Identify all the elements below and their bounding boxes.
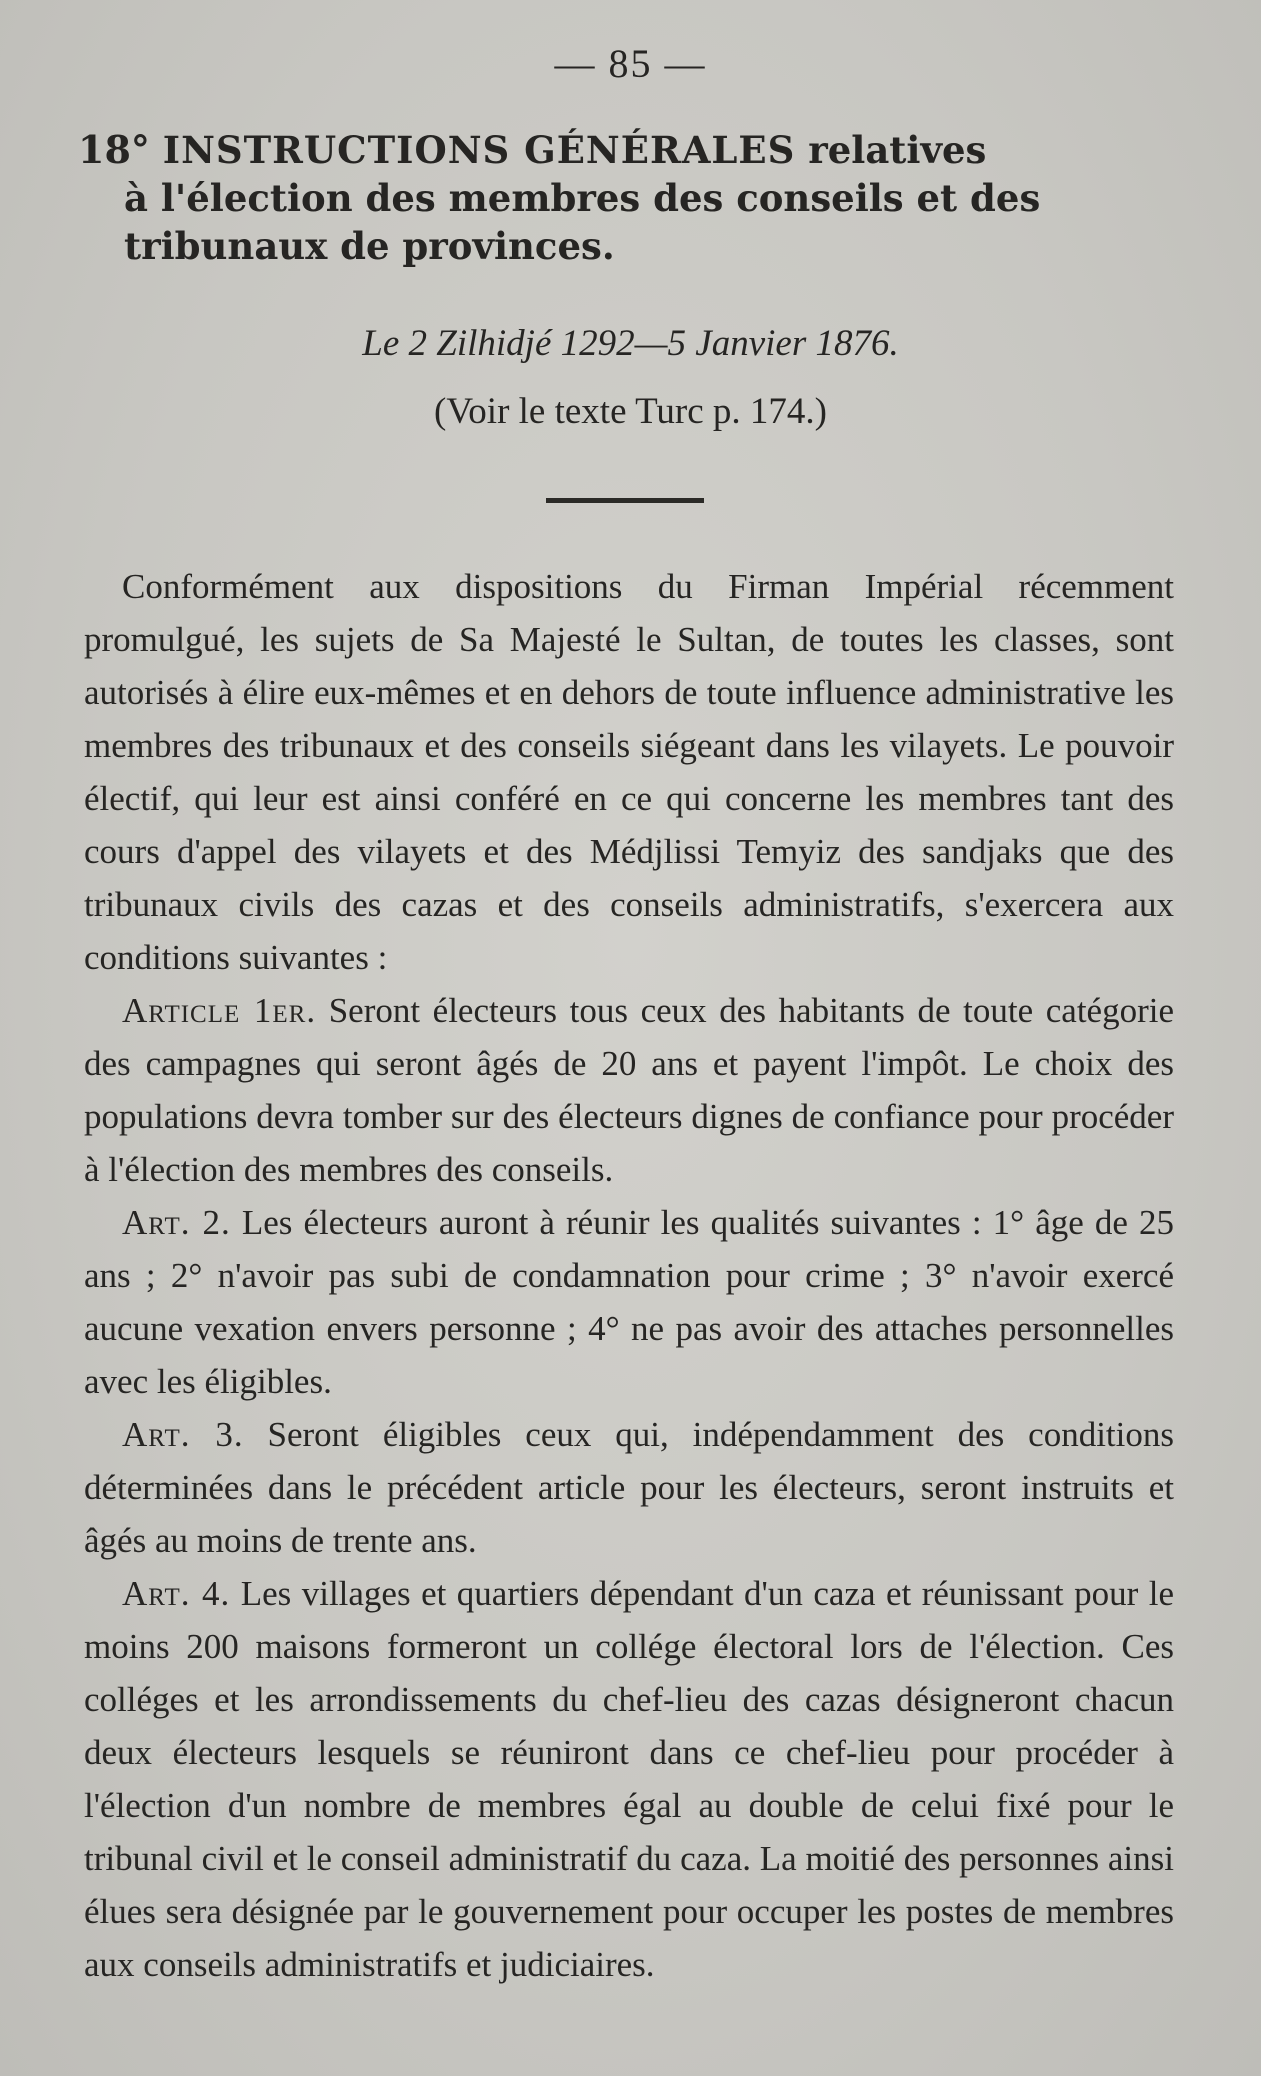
body-text xyxy=(84,560,1174,1991)
page-number: — 85 — xyxy=(554,41,707,86)
heading-line-3: tribunaux de provinces. xyxy=(124,224,615,268)
article-label: Art. 2. xyxy=(122,1203,231,1242)
article-text: Seront éligibles ceux qui, indépendamment des conditions déterminées dans le précédent article pour les électeurs, seront instruits et âgés au moins de trente ans. xyxy=(84,1415,1174,1560)
article-text: Les villages et quartiers dépendant d'un caza et réunissant pour le moins 200 maisons formeront un collége électoral lors de l'élection. Ces colléges et les arrondissements du chef-lieu des cazas désigneront chacun deux électeurs lesquels se réuniront dans ce chef-lieu pour procéder à l'élection d'un nombre de membres égal au double de celui fixé pour le tribunal civil et le conseil administratif du caza. La moitié des personnes ainsi élues sera désignée par le gouvernement pour occuper les postes de membres aux conseils administratifs et judiciaires. xyxy=(84,1574,1174,1984)
heading-title-rest: relatives xyxy=(808,128,987,172)
article-label: Art. 3. xyxy=(122,1415,244,1454)
section-heading xyxy=(78,126,1158,270)
article-paragraph xyxy=(84,1196,1174,1408)
article-text: Seront électeurs tous ceux des habitants de toute catégorie des campagnes qui seront âgés de 20 ans et payent l'impôt. Le choix des populations devra tomber sur des électeurs dignes de confiance pour procéder à l'élection des membres des conseils. xyxy=(84,991,1174,1189)
article-paragraph xyxy=(84,1567,1174,1991)
section-divider xyxy=(546,498,704,503)
intro-paragraph: Conformément aux dispositions du Firman Impérial récemment promulgué, les sujets de Sa Majesté le Sultan, de toutes les classes, sont autorisés à élire eux-mêmes et en dehors de toute influence administrative les membres des tribunaux et des conseils siégeant dans les vilayets. Le pouvoir électif, qui leur est ainsi conféré en ce qui concerne les membres tant des cours d'appel des vilayets et des Médjlissi Temyiz des sandjaks que des tribunaux civils des cazas et des conseils administratifs, s'exercera aux conditions suivantes : xyxy=(84,567,1174,977)
heading-line-2: à l'élection des membres des conseils et des xyxy=(124,176,1041,220)
article-label: Article 1er. xyxy=(122,991,317,1030)
turkish-text-reference: (Voir le texte Turc p. 174.) xyxy=(434,391,827,432)
heading-number: 18° xyxy=(78,127,150,172)
article-label: Art. 4. xyxy=(122,1574,231,1613)
article-paragraph xyxy=(84,984,1174,1196)
article-text: Les électeurs auront à réunir les qualités suivantes : 1° âge de 25 ans ; 2° n'avoir pas subi de condamnation pour crime ; 3° n'avoir exercé aucune vexation envers personne ; 4° ne pas avoir des attaches personnelles avec les éligibles. xyxy=(84,1203,1174,1401)
article-paragraph xyxy=(84,1408,1174,1567)
heading-title-caps: INSTRUCTIONS GÉNÉRALES xyxy=(162,128,796,172)
dateline: Le 2 Zilhidjé 1292—5 Janvier 1876. xyxy=(362,323,899,364)
